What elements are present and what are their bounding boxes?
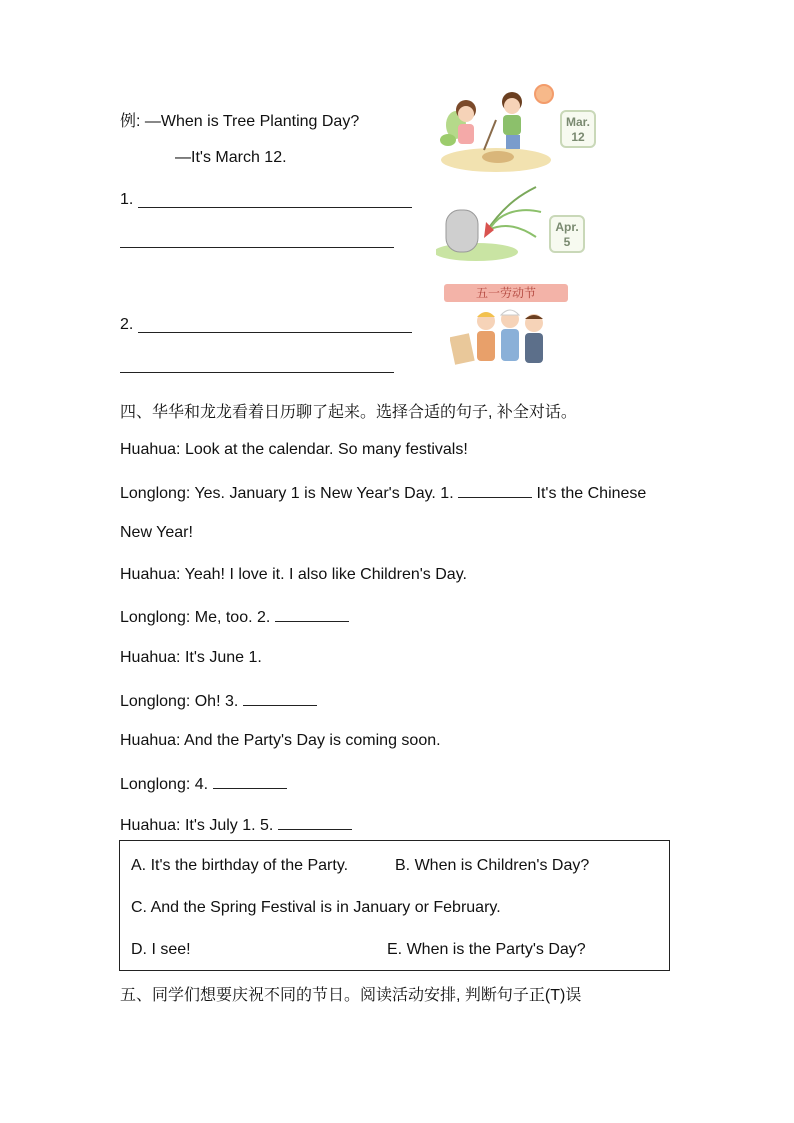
dialogue-line-1: Huahua: Look at the calendar. So many festivals!: [120, 441, 468, 458]
item-1-answer-line-2[interactable]: [120, 247, 394, 248]
badge-month: Mar.: [565, 115, 590, 129]
blank-3[interactable]: [243, 691, 317, 706]
labour-day-workers-illustration: [450, 305, 570, 377]
item-2-answer-line-2[interactable]: [120, 372, 394, 373]
dialogue-line-7: [120, 691, 317, 711]
dialogue-text: Huahua: It's July 1. 5.: [120, 817, 278, 834]
blank-2[interactable]: [275, 607, 349, 622]
badge-day: 12: [571, 130, 585, 144]
option-a: A. It's the birthday of the Party.: [131, 857, 349, 874]
dialogue-line-3: New Year!: [120, 524, 193, 541]
dialogue-text: It's the Chinese: [532, 485, 647, 502]
dialogue-line-8: Huahua: And the Party's Day is coming soon.: [120, 732, 441, 749]
dialogue-line-6: Huahua: It's June 1.: [120, 649, 262, 666]
example-question: 例: —When is Tree Planting Day?: [120, 113, 360, 130]
item-2-number: 2.: [120, 316, 134, 333]
option-b: B. When is Children's Day?: [395, 857, 590, 874]
labour-day-banner: 五一劳动节: [444, 284, 568, 302]
example-answer: —It's March 12.: [175, 149, 287, 166]
section-4-heading: 四、华华和龙龙看着日历聊了起来。选择合适的句子, 补全对话。: [120, 404, 577, 421]
option-c: C. And the Spring Festival is in January or February.: [131, 899, 501, 916]
blank-1[interactable]: [458, 483, 532, 498]
badge-month: Apr.: [555, 220, 579, 234]
dialogue-line-5: [120, 607, 349, 627]
date-badge-march: [560, 110, 596, 148]
option-e: E. When is the Party's Day?: [387, 941, 586, 958]
date-badge-april: [549, 215, 585, 253]
badge-day: 5: [563, 235, 571, 249]
dialogue-line-4: Huahua: Yeah! I love it. I also like Children's Day.: [120, 566, 467, 583]
blank-4[interactable]: [213, 774, 287, 789]
section-5-heading: 五、同学们想要庆祝不同的节日。阅读活动安排, 判断句子正(T)误: [120, 987, 582, 1004]
dialogue-line-2: [120, 483, 646, 503]
dialogue-line-9: [120, 774, 287, 794]
option-d: D. I see!: [131, 941, 191, 958]
dialogue-text: Longlong: Oh! 3.: [120, 693, 243, 710]
tomb-sweeping-illustration: [436, 182, 546, 262]
dialogue-line-10: [120, 815, 352, 835]
dialogue-text: Longlong: Yes. January 1 is New Year's Day. 1.: [120, 485, 459, 502]
blank-5[interactable]: [278, 815, 352, 830]
item-2-answer-line-1[interactable]: [138, 332, 412, 333]
dialogue-text: Longlong: Me, too. 2.: [120, 609, 275, 626]
dialogue-text: Longlong: 4.: [120, 776, 213, 793]
item-1-answer-line-1[interactable]: [138, 207, 412, 208]
item-1-number: 1.: [120, 191, 134, 208]
